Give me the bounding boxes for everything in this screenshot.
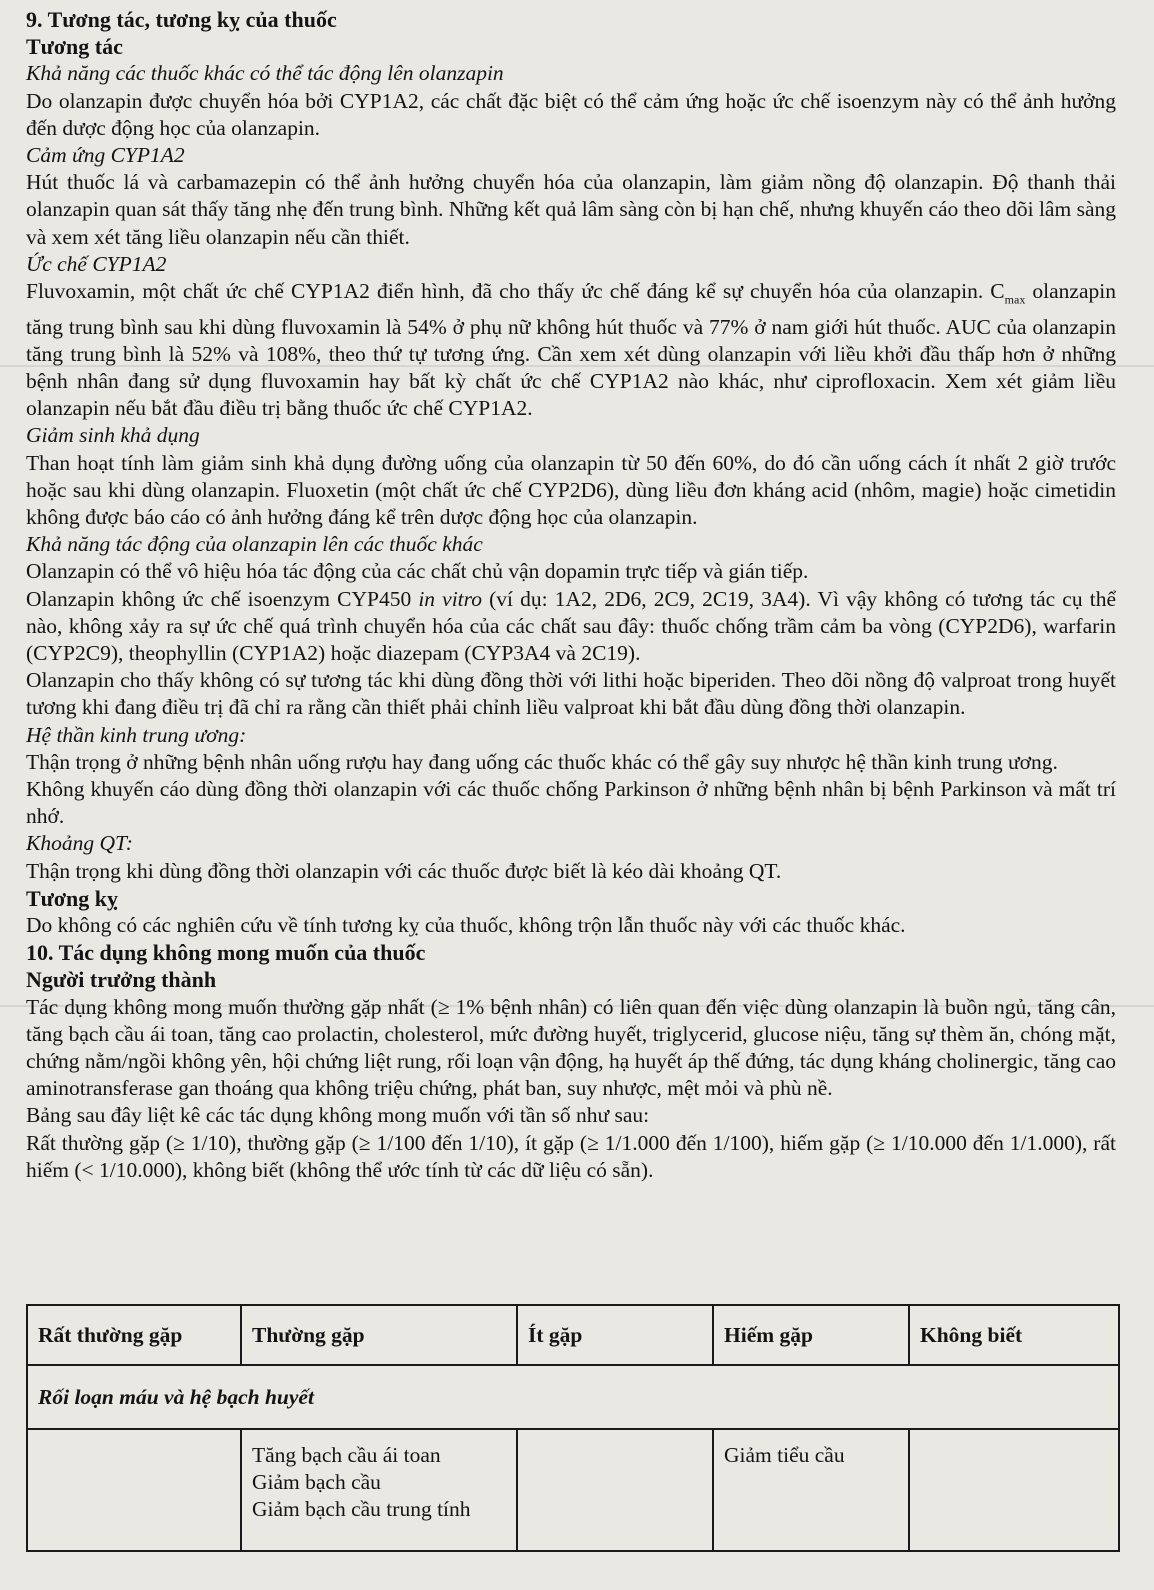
document-page — [26, 6, 1116, 1184]
lithium-paragraph: Olanzapin cho thấy không có sự tương tác khi dùng đồng thời với lithi hoặc biperiden. Theo dõi nồng độ valproat trong huyết tương khi đang điều trị đã chỉ ra rằng cần thiết phải chỉnh liều valproat khi bắt đầu dùng đồng thời olanzapin. — [26, 668, 1116, 720]
qt-paragraph: Thận trọng khi dùng đồng thời olanzapin với các thuốc được biết là kéo dài khoảng QT. — [26, 858, 782, 883]
inhibition-paragraph — [26, 278, 1116, 422]
cns-paragraph-2: Không khuyến cáo dùng đồng thời olanzapin với các thuốc chống Parkinson ở những bệnh nhân bị bệnh Parkinson và mất trí nhớ. — [26, 776, 1116, 829]
table-row — [27, 1429, 1119, 1551]
cell-very-common — [27, 1429, 241, 1551]
col-header-uncommon: Ít gặp — [517, 1305, 713, 1365]
common-effects-paragraph: Tác dụng không mong muốn thường gặp nhất (≥ 1% bệnh nhân) có liên quan đến việc dùng olanzapin là buồn ngủ, tăng cân, tăng bạch cầu ái toan, tăng cao prolactin, cholesterol, mức đường huyết, triglycerid, glucose niệu, tăng sự thèm ăn, chóng mặt, chứng nằm/ngồi không yên, hội chứng liệt rung, rối loạn vận động, hạ huyết áp thế đứng, tác dụng kháng cholinergic, tăng cao aminotransferase gan thoáng qua không triệu chứng, phát ban, suy nhược, mệt mỏi và phù nề. — [26, 994, 1116, 1101]
cyp450-paragraph — [26, 586, 1116, 668]
cell-uncommon — [517, 1429, 713, 1551]
interaction-heading: Tương tác — [26, 34, 123, 60]
cell-unknown — [909, 1429, 1119, 1551]
cyp1a2-paragraph: Do olanzapin được chuyển hóa bởi CYP1A2, các chất đặc biệt có thể cảm ứng hoặc ức chế isoenzym này có thể ảnh hưởng đến dược động học của olanzapin. — [26, 88, 1116, 140]
cyp450-text-b: (ví dụ: 1A2, 2D6, 2C9, 2C19, 3A4). Vì vậy không có tương tác cụ thể nào, không xảy ra sự ức chế quá trình chuyển hóa của các chất sau đây: thuốc chống trầm cảm ba vòng (CYP2D6), warfarin (CYP2C9), theophyllin (CYP1A2) hoặc diazepam (CYP3A4 và 2C19). — [26, 586, 1116, 665]
table-intro-paragraph: Bảng sau đây liệt kê các tác dụng không mong muốn với tần số như sau: — [26, 1103, 650, 1128]
cmax-subscript: max — [1004, 292, 1026, 307]
cell-rare: Giảm tiểu cầu — [713, 1429, 909, 1551]
incompatibility-heading: Tương kỵ — [26, 885, 119, 911]
inhibition-text-b: olanzapin tăng trung bình sau khi dùng fluvoxamin là 54% ở phụ nữ không hút thuốc và 77% ở nam giới hút thuốc. AUC của olanzapin tăng trung bình là 52% và 108%, theo thứ tự tương ứng. Cần xem xét dùng olanzapin với liều khởi đầu thấp hơn ở những bệnh nhân đang sử dụng fluvoxamin hay bất kỳ chất ức chế CYP1A2 nào khác, như ciprofloxacin. Xem xét giảm liều olanzapin nếu bắt đầu điều trị bằng thuốc ức chế CYP1A2. — [26, 279, 1116, 421]
col-header-rare: Hiếm gặp — [713, 1305, 909, 1365]
inhibition-text-a: Fluvoxamin, một chất ức chế CYP1A2 điển hình, đã cho thấy ức chế đáng kể sự chuyển hóa của olanzapin. C — [26, 279, 1005, 304]
adverse-effects-table-wrap — [26, 1304, 1118, 1552]
col-header-common: Thường gặp — [241, 1305, 517, 1365]
list-item: Tăng bạch cầu ái toan — [252, 1443, 441, 1467]
induction-paragraph: Hút thuốc lá và carbamazepin có thể ảnh hưởng chuyển hóa của olanzapin, làm giảm nồng độ olanzapin. Độ thanh thải olanzapin quan sát thấy tăng nhẹ đến trung bình. Những kết quả lâm sàng còn bị hạn chế, nhưng khuyến cáo theo dõi lâm sàng và xem xét tăng liều olanzapin nếu cần thiết. — [26, 170, 1116, 249]
cns-paragraph-1: Thận trọng ở những bệnh nhân uống rượu hay đang uống các thuốc khác có thể gây suy nhược hệ thần kinh trung ương. — [26, 749, 1058, 774]
bioavailability-heading: Giảm sinh khả dụng — [26, 423, 200, 448]
section-9-title: 9. Tương tác, tương kỵ của thuốc — [26, 7, 337, 32]
inhibition-heading: Ức chế CYP1A2 — [26, 251, 167, 276]
qt-heading: Khoảng QT: — [26, 831, 133, 856]
olanzapin-effects-heading: Khả năng tác động của olanzapin lên các thuốc khác — [26, 532, 483, 557]
adult-heading: Người trưởng thành — [26, 967, 217, 993]
list-item: Giảm bạch cầu trung tính — [252, 1497, 471, 1521]
table-header-row — [27, 1305, 1119, 1365]
col-header-unknown: Không biết — [909, 1305, 1119, 1365]
table-group-row — [27, 1365, 1119, 1429]
induction-heading: Cảm ứng CYP1A2 — [26, 143, 185, 168]
incompatibility-paragraph: Do không có các nghiên cứu về tính tương kỵ của thuốc, không trộn lẫn thuốc này với các thuốc khác. — [26, 913, 906, 937]
cyp450-text-a: Olanzapin không ức chế isoenzym CYP450 — [26, 586, 419, 611]
group-blood-lymph: Rối loạn máu và hệ bạch huyết — [27, 1365, 1119, 1429]
cns-heading: Hệ thần kinh trung ương: — [26, 722, 247, 747]
cell-common — [241, 1429, 517, 1551]
col-header-very-common: Rất thường gặp — [27, 1305, 241, 1365]
section-10-title: 10. Tác dụng không mong muốn của thuốc — [26, 940, 426, 966]
in-vitro-text: in vitro — [418, 586, 482, 611]
effects-on-olanzapin-heading: Khả năng các thuốc khác có thể tác động lên olanzapin — [26, 61, 504, 86]
frequency-paragraph: Rất thường gặp (≥ 1/10), thường gặp (≥ 1/100 đến 1/10), ít gặp (≥ 1/1.000 đến 1/100), hiếm gặp (≥ 1/10.000 đến 1/1.000), rất hiếm (< 1/10.000), không biết (không thể ước tính từ các dữ liệu có sẵn). — [26, 1130, 1116, 1182]
bioavailability-paragraph: Than hoạt tính làm giảm sinh khả dụng đường uống của olanzapin từ 50 đến 60%, do đó cần uống cách ít nhất 2 giờ trước hoặc sau khi dùng olanzapin. Fluoxetin (một chất ức chế CYP2D6), dùng liều đơn kháng acid (nhôm, magie) hoặc cimetidin không được báo cáo có ảnh hưởng đáng kể trên dược động học của olanzapin. — [26, 450, 1116, 529]
adverse-effects-table — [26, 1304, 1120, 1552]
list-item: Giảm bạch cầu — [252, 1470, 381, 1494]
dopamine-paragraph: Olanzapin có thể vô hiệu hóa tác động của các chất chủ vận dopamin trực tiếp và gián tiếp. — [26, 559, 809, 584]
